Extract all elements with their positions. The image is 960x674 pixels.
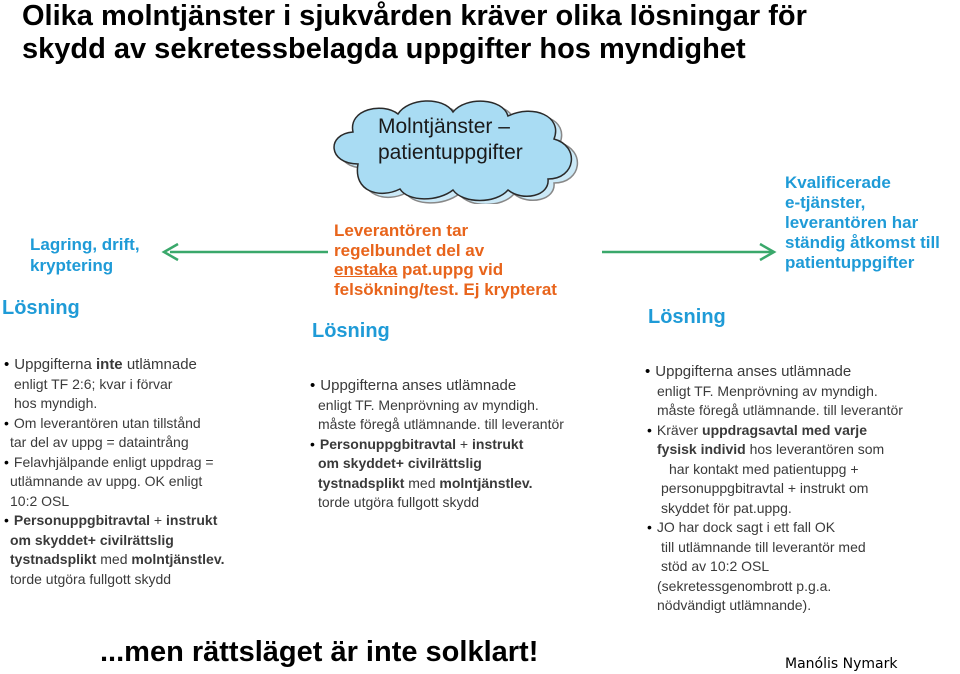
left-bullet-3-line-2: utlämnande av uppg. OK enligt — [10, 473, 203, 489]
left-bullet-4-line-4: torde utgöra fullgott skydd — [10, 570, 172, 587]
title-line-1: Olika molntjänster i sjukvården kräver olika lösningar för — [22, 0, 807, 32]
middle-bullet-2 — [310, 435, 610, 455]
text: Uppgifterna — [14, 356, 96, 373]
right-bullet-1-line-3: måste föregå utlämnande. till leverantör — [657, 402, 903, 418]
middle-bullet-2-line-4: torde utgöra fullgott skydd — [318, 494, 480, 510]
left-arrow-icon — [160, 242, 330, 262]
text-bold: molntjänstlev. — [131, 551, 225, 567]
underlined-word: enstaka — [334, 260, 398, 279]
middle-bullet-2-line-2: om skyddet+ civilrättslig — [318, 455, 482, 471]
text: hos leverantören som — [745, 441, 885, 457]
text: Felavhjälpande enligt uppdrag = — [13, 453, 214, 470]
left-heading-line-2: kryptering — [30, 256, 114, 275]
left-bullet-4-line-3 — [4, 550, 294, 570]
left-bullet-1-line-3: hos myndigh. — [14, 395, 98, 411]
text-bold: instrukt — [166, 512, 218, 528]
middle-heading-line-3-rest: pat.uppg vid — [397, 260, 504, 279]
middle-heading-line-3 — [334, 260, 557, 280]
right-bullet-2 — [645, 421, 957, 441]
middle-bullet-2-line-3 — [310, 474, 610, 494]
right-heading — [785, 173, 940, 273]
middle-heading-line-4: felsökning/test. Ej krypterat — [334, 279, 557, 299]
text-bold: Personuppgbitravtal — [13, 512, 151, 528]
left-bullet-2-line-2: tar del av uppg = dataintrång — [10, 434, 189, 450]
right-heading-line-1: Kvalificerade — [785, 173, 891, 192]
left-bullet-4-line-2: om skyddet+ civilrättslig — [10, 531, 174, 548]
right-heading-line-2: e-tjänster, — [785, 193, 866, 212]
right-arrow-icon — [600, 242, 780, 262]
text: + — [456, 435, 473, 452]
right-column — [645, 362, 957, 616]
left-heading-line-1: Lagring, drift, — [30, 235, 140, 254]
right-bullet-3 — [645, 518, 957, 538]
middle-bullet-1-line-3: måste föregå utlämnande. till leverantör — [318, 416, 564, 432]
text: Kräver — [656, 421, 703, 438]
text: utlämnade — [122, 356, 197, 373]
cloud-line-1: Molntjänster – — [378, 115, 510, 138]
middle-column — [310, 376, 610, 513]
right-heading-line-3: leverantören har — [785, 213, 919, 232]
right-bullet-1 — [645, 362, 957, 382]
text: med — [404, 474, 440, 491]
right-bullet-3-line-4: (sekretessgenombrott p.g.a. — [657, 577, 832, 594]
left-bullet-1 — [4, 355, 294, 375]
middle-heading-line-1: Leverantören tar — [334, 221, 469, 240]
middle-heading-line-2: regelbundet del av — [334, 240, 485, 260]
left-column — [4, 355, 294, 589]
right-bullet-3-line-5: nödvändigt utlämnande). — [657, 597, 812, 613]
left-bullet-1-line-2: enligt TF 2:6; kvar i förvar — [14, 375, 173, 392]
text-bold: tystnadsplikt — [318, 474, 405, 491]
slide-title — [22, 0, 952, 66]
text-bold: molntjänstlev. — [439, 474, 533, 491]
title-line-2: skydd av sekretessbelagda uppgifter hos myndighet — [22, 33, 746, 65]
text-bold: uppdragsavtal med varje — [702, 421, 867, 438]
text-bold: instrukt — [472, 435, 524, 452]
bottom-statement: ...men rättsläget är inte solklart! — [100, 636, 539, 668]
text-bold: fysisk individ — [657, 441, 746, 457]
text: JO har dock sagt i ett fall OK — [656, 519, 836, 535]
middle-bullet-1 — [310, 376, 610, 396]
cloud-shape — [318, 94, 588, 204]
right-bullet-2-line-2 — [645, 440, 957, 460]
right-bullet-3-line-2: till utlämnande till leverantör med — [661, 538, 866, 555]
text-bold: Personuppgbitravtal — [319, 435, 457, 452]
text: med — [96, 551, 132, 567]
right-bullet-3-line-3: stöd av 10:2 OSL — [661, 558, 770, 574]
right-heading-line-5: patientuppgifter — [785, 253, 915, 272]
text: + — [150, 512, 167, 528]
right-bullet-2-line-5: skyddet för pat.uppg. — [661, 499, 792, 516]
right-bullet-2-line-4: personuppgbitravtal + instrukt om — [661, 480, 869, 496]
right-heading-line-4: ständig åtkomst till — [785, 233, 940, 252]
author-name: Manólis Nymark — [785, 656, 898, 672]
text: Om leverantören utan tillstånd — [13, 414, 201, 431]
text-bold: inte — [95, 356, 123, 373]
left-bullet-2 — [4, 414, 294, 434]
losning-middle-label: Lösning — [312, 320, 390, 342]
left-bullet-3-line-3: 10:2 OSL — [10, 492, 70, 509]
left-bullet-4 — [4, 511, 294, 531]
middle-bullet-1-line-2: enligt TF. Menprövning av myndigh. — [318, 396, 539, 413]
right-bullet-1-line-2: enligt TF. Menprövning av myndigh. — [657, 382, 878, 399]
cloud-label — [378, 114, 548, 166]
left-heading — [30, 234, 140, 276]
cloud-line-2: patientuppgifter — [378, 141, 523, 164]
text: Uppgifterna anses utlämnade — [320, 377, 517, 394]
losning-right-label: Lösning — [648, 306, 726, 328]
left-bullet-3 — [4, 453, 294, 473]
losning-left-label: Lösning — [2, 297, 80, 319]
text-bold: tystnadsplikt — [10, 551, 97, 567]
right-bullet-2-line-3: har kontakt med patientuppg + — [669, 460, 859, 477]
text: Uppgifterna anses utlämnade — [655, 363, 852, 380]
middle-heading — [334, 221, 557, 299]
